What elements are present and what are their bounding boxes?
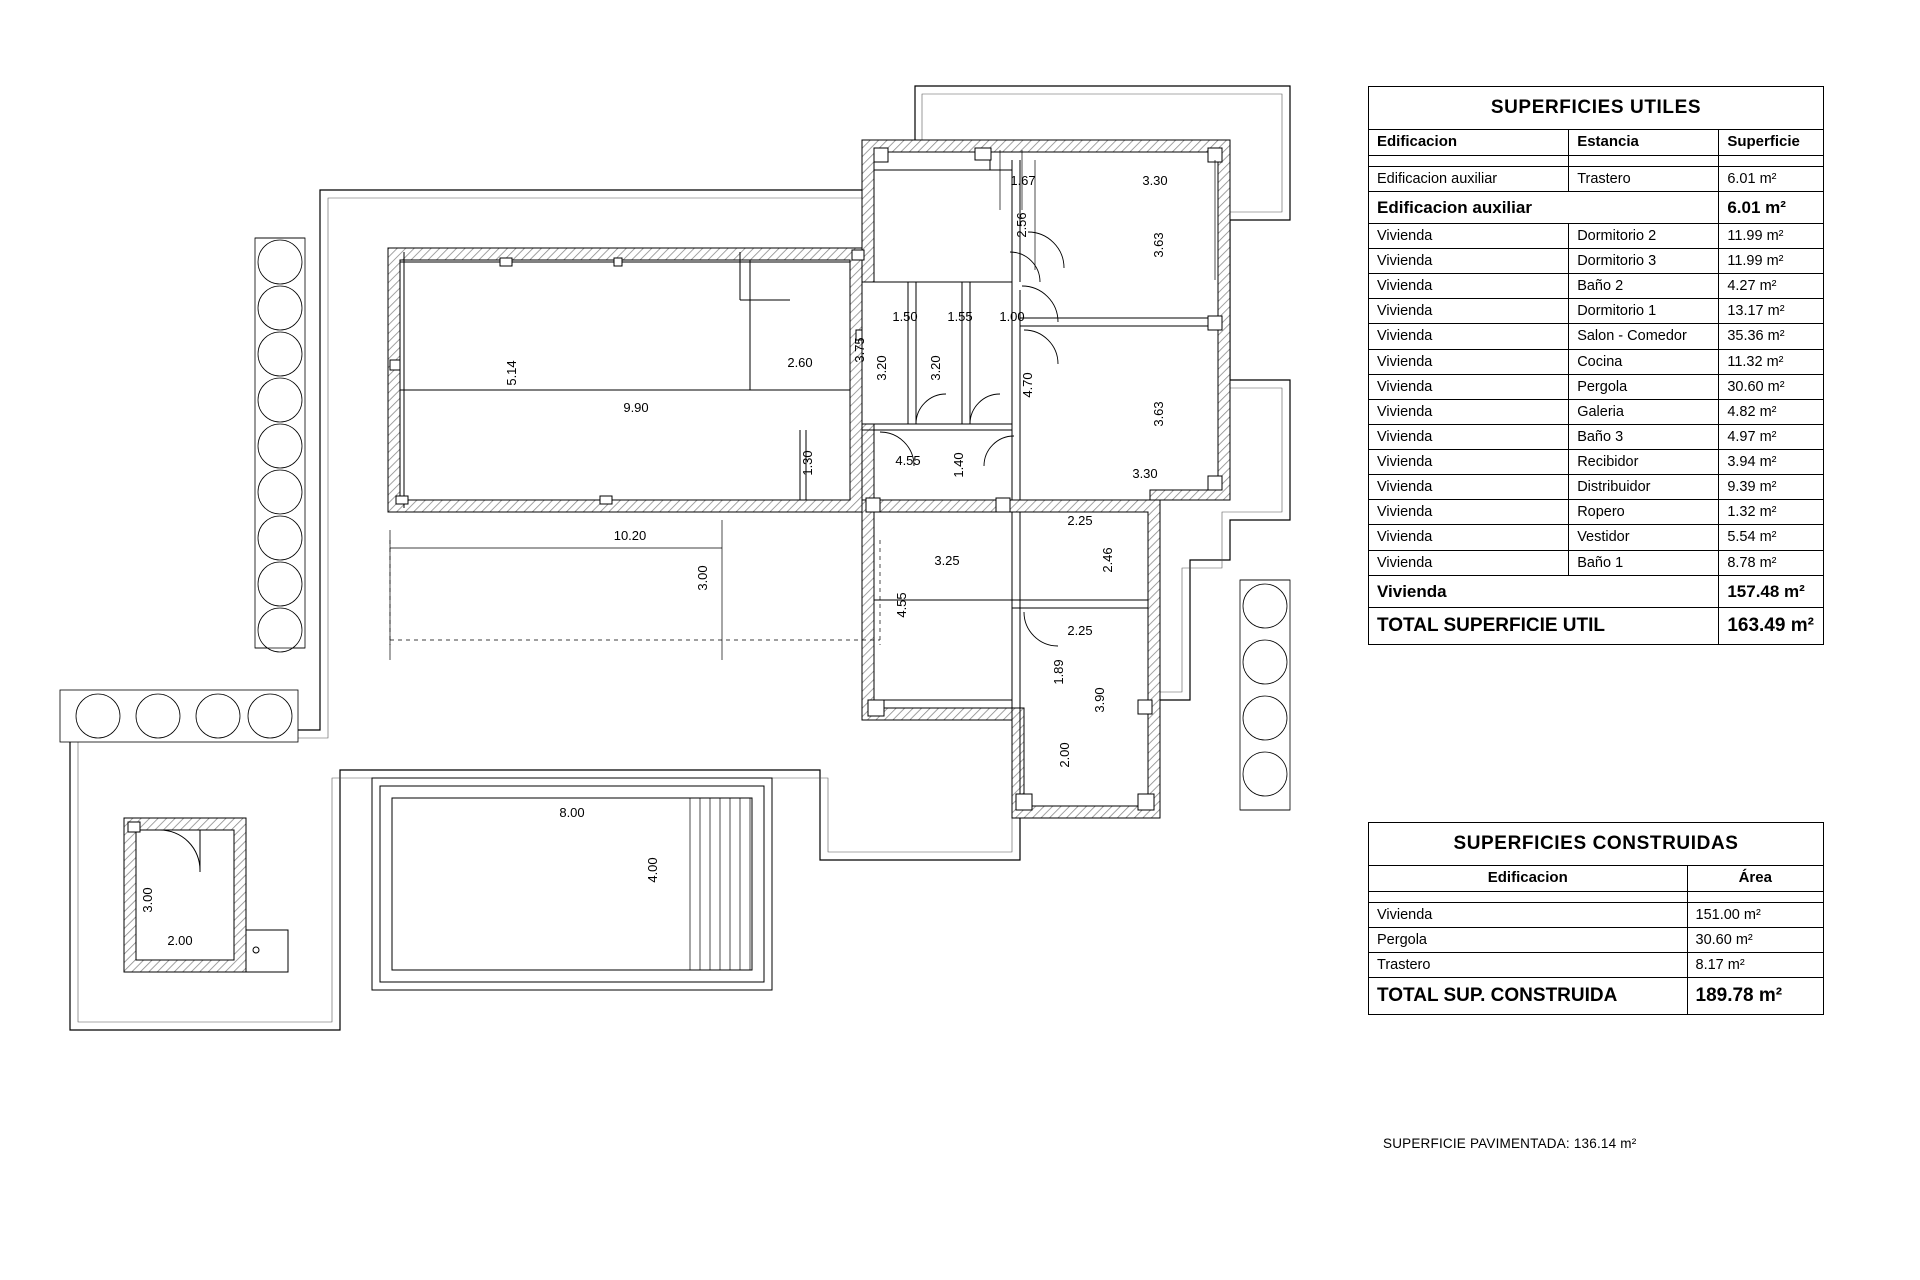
dim-2-60: 2.60 (787, 355, 813, 370)
cell-edificacion: Vivienda (1369, 450, 1569, 475)
cell-superficie: 4.82 m² (1719, 399, 1824, 424)
cell-superficie: 30.60 m² (1719, 374, 1824, 399)
cell-superficie: 11.32 m² (1719, 349, 1824, 374)
total-label-construida: TOTAL SUP. CONSTRUIDA (1369, 977, 1688, 1014)
dim-2-25-b: 2.25 (1067, 623, 1093, 638)
dim-1-50: 1.50 (892, 309, 918, 324)
cell-estancia: Baño 2 (1569, 274, 1719, 299)
cell-edificacion: Vivienda (1369, 223, 1569, 248)
dim-3-30-top: 3.30 (1142, 173, 1168, 188)
cell-estancia: Ropero (1569, 500, 1719, 525)
cell-edificacion: Vivienda (1369, 349, 1569, 374)
table-row (1369, 324, 1824, 349)
table-row (1369, 223, 1824, 248)
dim-5-14: 5.14 (504, 360, 519, 386)
cell-superficie: 6.01 m² (1719, 166, 1824, 191)
cell-edificacion: Vivienda (1369, 374, 1569, 399)
subtotal-row-auxiliar (1369, 191, 1824, 223)
spacer-row (1369, 155, 1824, 166)
table-title-row (1369, 87, 1824, 130)
table-header-row (1369, 865, 1824, 891)
cell-area: 8.17 m² (1687, 952, 1824, 977)
cell-edificacion: Edificacion auxiliar (1369, 166, 1569, 191)
dim-2-25-a: 2.25 (1067, 513, 1093, 528)
table-row (1369, 399, 1824, 424)
cell-estancia: Distribuidor (1569, 475, 1719, 500)
cell-edificacion: Trastero (1369, 952, 1688, 977)
cell-edificacion: Vivienda (1369, 525, 1569, 550)
table-row (1369, 475, 1824, 500)
dim-4-55-a: 4.55 (895, 453, 921, 468)
spacer-cell-3 (1719, 155, 1824, 166)
table-row (1369, 424, 1824, 449)
dim-9-90: 9.90 (623, 400, 649, 415)
cell-area: 30.60 m² (1687, 927, 1824, 952)
dim-3-90: 3.90 (1092, 687, 1107, 713)
header-superficie: Superficie (1719, 129, 1824, 155)
cell-superficie: 4.97 m² (1719, 424, 1824, 449)
dim-4-55-b: 4.55 (894, 592, 909, 618)
dim-10-20: 10.20 (613, 528, 647, 543)
dim-1-00: 1.00 (999, 309, 1025, 324)
cell-superficie: 8.78 m² (1719, 550, 1824, 575)
cell-estancia: Dormitorio 1 (1569, 299, 1719, 324)
subtotal-row-vivienda (1369, 575, 1824, 607)
table-row (1369, 299, 1824, 324)
dim-1-55: 1.55 (947, 309, 973, 324)
dim-4-00: 4.00 (645, 857, 660, 883)
dim-2-46: 2.46 (1100, 547, 1115, 573)
cell-estancia: Baño 3 (1569, 424, 1719, 449)
dim-1-40: 1.40 (951, 452, 966, 478)
dim-1-30: 1.30 (800, 450, 815, 476)
cell-superficie: 4.27 m² (1719, 274, 1824, 299)
cell-edificacion: Vivienda (1369, 500, 1569, 525)
header-edificacion: Edificacion (1369, 129, 1569, 155)
cell-edificacion: Vivienda (1369, 324, 1569, 349)
table-header-row (1369, 129, 1824, 155)
subtotal-label-vivienda: Vivienda (1369, 575, 1719, 607)
total-value-util: 163.49 m² (1719, 607, 1824, 644)
total-row-util (1369, 607, 1824, 644)
header-area: Área (1687, 865, 1824, 891)
total-label-util: TOTAL SUPERFICIE UTIL (1369, 607, 1719, 644)
cell-estancia: Dormitorio 2 (1569, 223, 1719, 248)
cell-edificacion: Vivienda (1369, 902, 1688, 927)
superficie-pavimentada-note: SUPERFICIE PAVIMENTADA: 136.14 m² (1383, 1136, 1637, 1151)
dim-3-00-b: 3.00 (140, 887, 155, 913)
subtotal-label-auxiliar: Edificacion auxiliar (1369, 191, 1719, 223)
spacer-cell-1 (1369, 891, 1688, 902)
table-row (1369, 349, 1824, 374)
spacer-cell-2 (1687, 891, 1824, 902)
cell-edificacion: Vivienda (1369, 550, 1569, 575)
table-row (1369, 550, 1824, 575)
dim-3-75: 3.75 (852, 337, 867, 363)
dim-8-00: 8.00 (559, 805, 585, 820)
cell-estancia: Salon - Comedor (1569, 324, 1719, 349)
cell-estancia: Pergola (1569, 374, 1719, 399)
spacer-row (1369, 891, 1824, 902)
dim-3-00-a: 3.00 (695, 565, 710, 591)
cell-estancia: Recibidor (1569, 450, 1719, 475)
dim-3-30-b: 3.30 (1132, 466, 1158, 481)
cell-superficie: 13.17 m² (1719, 299, 1824, 324)
cell-estancia: Vestidor (1569, 525, 1719, 550)
cell-estancia: Baño 1 (1569, 550, 1719, 575)
cell-estancia: Cocina (1569, 349, 1719, 374)
cell-edificacion: Vivienda (1369, 299, 1569, 324)
header-edificacion: Edificacion (1369, 865, 1688, 891)
superficies-utiles-title: SUPERFICIES UTILES (1369, 87, 1824, 130)
superficies-construidas-table (1368, 822, 1824, 1015)
dim-3-63-b: 3.63 (1151, 401, 1166, 427)
cell-superficie: 11.99 m² (1719, 249, 1824, 274)
table-row (1369, 952, 1824, 977)
subtotal-value-vivienda: 157.48 m² (1719, 575, 1824, 607)
table-row (1369, 927, 1824, 952)
dim-1-67: 1.67 (1010, 173, 1036, 188)
cell-superficie: 3.94 m² (1719, 450, 1824, 475)
cell-estancia: Trastero (1569, 166, 1719, 191)
dim-1-89: 1.89 (1051, 659, 1066, 685)
cell-estancia: Dormitorio 3 (1569, 249, 1719, 274)
table-row (1369, 374, 1824, 399)
dim-2-00-b: 2.00 (167, 933, 193, 948)
superficies-construidas-title: SUPERFICIES CONSTRUIDAS (1369, 823, 1824, 866)
cell-superficie: 35.36 m² (1719, 324, 1824, 349)
cell-edificacion: Vivienda (1369, 249, 1569, 274)
table-row (1369, 450, 1824, 475)
table-row (1369, 166, 1824, 191)
dim-2-56: 2.56 (1014, 212, 1029, 238)
table-title-row (1369, 823, 1824, 866)
spacer-cell-2 (1569, 155, 1719, 166)
table-row (1369, 274, 1824, 299)
header-estancia: Estancia (1569, 129, 1719, 155)
cell-estancia: Galeria (1569, 399, 1719, 424)
dim-3-25: 3.25 (934, 553, 960, 568)
table-row (1369, 249, 1824, 274)
dim-3-20-a: 3.20 (874, 355, 889, 381)
cell-superficie: 5.54 m² (1719, 525, 1824, 550)
table-row (1369, 525, 1824, 550)
dim-3-20-b: 3.20 (928, 355, 943, 381)
total-row-construida (1369, 977, 1824, 1014)
total-value-construida: 189.78 m² (1687, 977, 1824, 1014)
cell-superficie: 1.32 m² (1719, 500, 1824, 525)
cell-edificacion: Pergola (1369, 927, 1688, 952)
spacer-cell-1 (1369, 155, 1569, 166)
superficies-utiles-table (1368, 86, 1824, 645)
dim-3-63-a: 3.63 (1151, 232, 1166, 258)
cell-edificacion: Vivienda (1369, 424, 1569, 449)
dim-2-00-a: 2.00 (1057, 742, 1072, 768)
cell-edificacion: Vivienda (1369, 274, 1569, 299)
table-row (1369, 500, 1824, 525)
dim-4-70: 4.70 (1020, 372, 1035, 398)
cell-superficie: 9.39 m² (1719, 475, 1824, 500)
subtotal-value-auxiliar: 6.01 m² (1719, 191, 1824, 223)
cell-superficie: 11.99 m² (1719, 223, 1824, 248)
cell-area: 151.00 m² (1687, 902, 1824, 927)
table-row (1369, 902, 1824, 927)
cell-edificacion: Vivienda (1369, 475, 1569, 500)
cell-edificacion: Vivienda (1369, 399, 1569, 424)
